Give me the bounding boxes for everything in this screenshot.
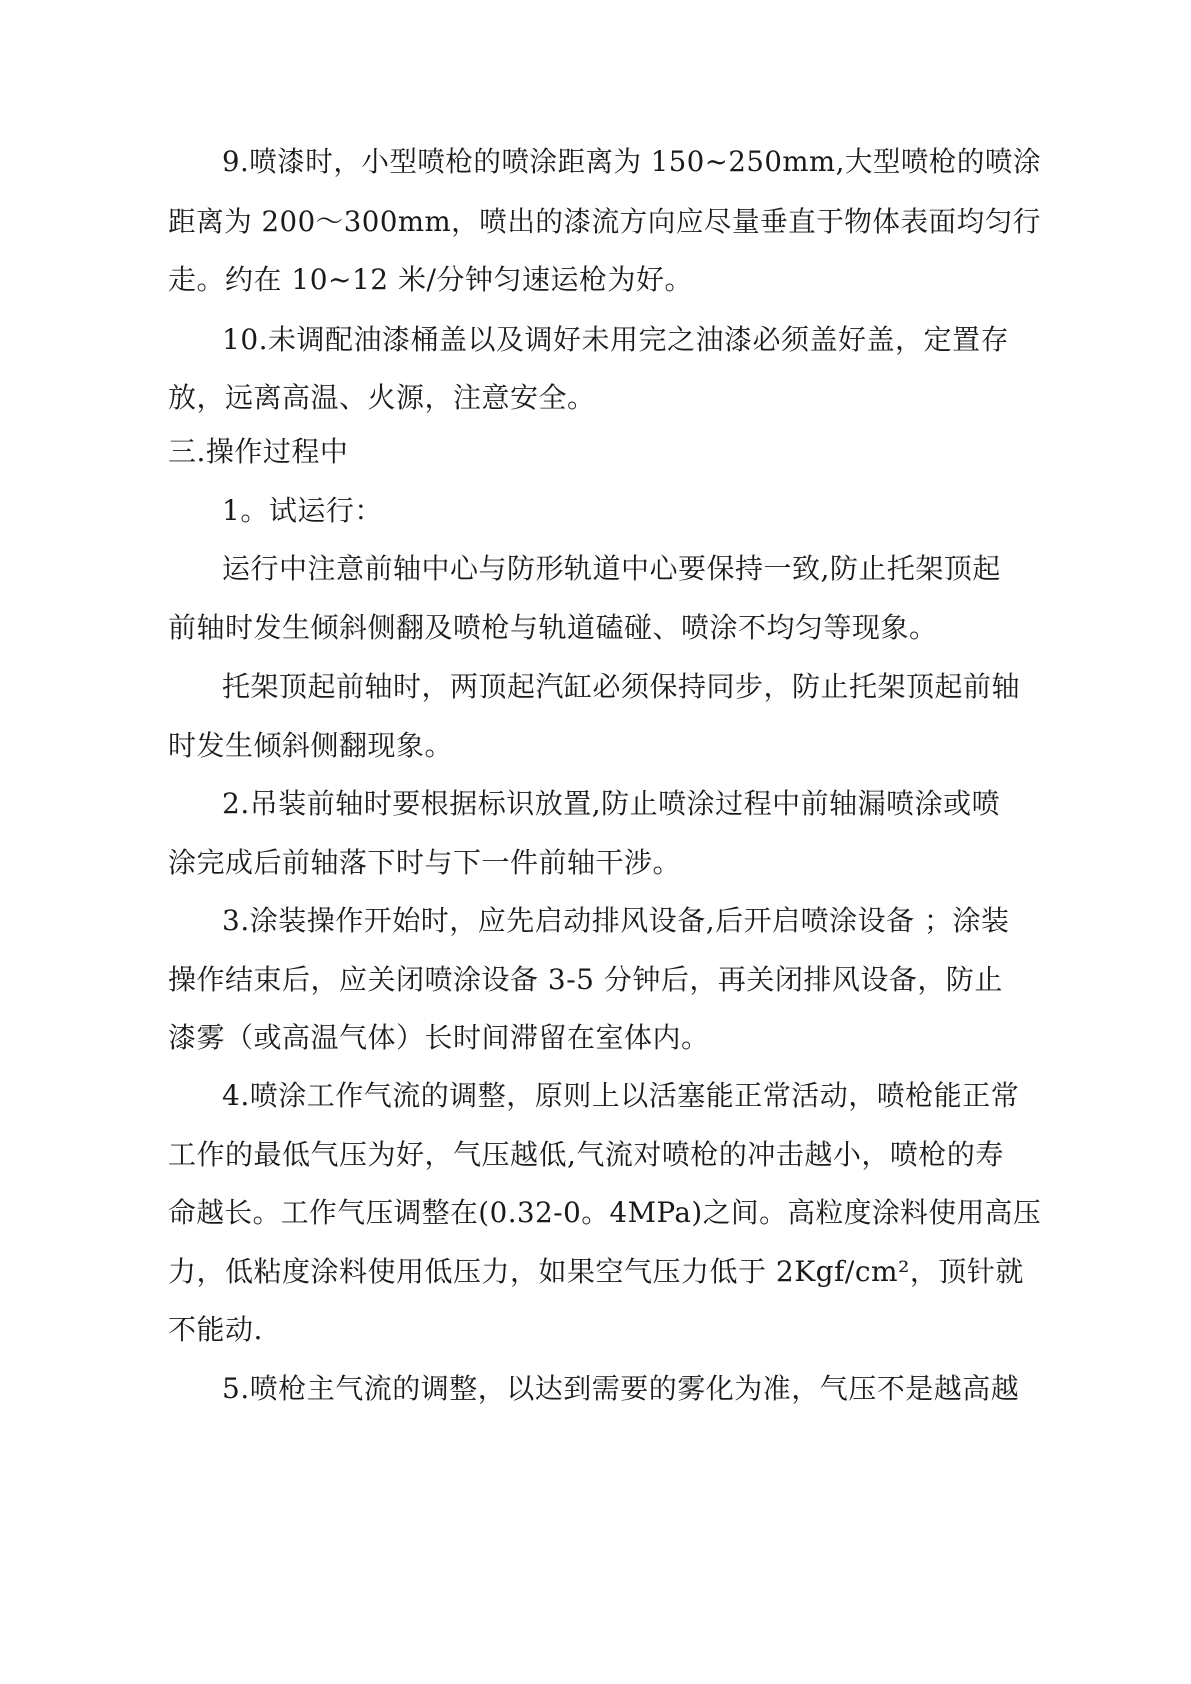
text-line: 涂完成后前轴落下时与下一件前轴干涉。 (168, 846, 682, 879)
section-heading: 三.操作过程中 (168, 435, 349, 468)
text-line: 3.涂装操作开始时，应先启动排风设备,后开启喷涂设备 ；涂装 (222, 904, 1010, 937)
text-line: 4.喷涂工作气流的调整，原则上以活塞能正常活动，喷枪能正常 (222, 1079, 1020, 1112)
text-line: 2.吊装前轴时要根据标识放置,防止喷涂过程中前轴漏喷涂或喷 (222, 787, 1001, 820)
text-line: 距离为 200～300mm，喷出的漆流方向应尽量垂直于物体表面均匀行 (168, 205, 1041, 238)
text-line: 走。约在 10~12 米/分钟匀速运枪为好。 (168, 263, 693, 296)
text-line: 不能动. (168, 1313, 263, 1346)
text-line: 放，远离高温、火源，注意安全。 (168, 381, 596, 414)
text-line: 漆雾（或高温气体）长时间滞留在室体内。 (168, 1021, 710, 1054)
text-line: 命越长。工作气压调整在(0.32-0。4MPa)之间。高粒度涂料使用高压 (168, 1196, 1042, 1229)
text-line: 工作的最低气压为好，气压越低,气流对喷枪的冲击越小，喷枪的寿 (168, 1138, 1004, 1171)
subsection-heading: 1。试运行： (222, 494, 383, 527)
text-line: 托架顶起前轴时，两顶起汽缸必须保持同步，防止托架顶起前轴 (222, 670, 1021, 703)
text-line: 力，低粘度涂料使用低压力，如果空气压力低于 2Kgf/cm²，顶针就 (168, 1255, 1024, 1288)
text-line: 9.喷漆时，小型喷枪的喷涂距离为 150~250mm,大型喷枪的喷涂 (222, 145, 1041, 178)
text-line: 前轴时发生倾斜侧翻及喷枪与轨道磕碰、喷涂不均匀等现象。 (168, 611, 938, 644)
text-line: 时发生倾斜侧翻现象。 (168, 729, 454, 762)
text-line: 操作结束后，应关闭喷涂设备 3-5 分钟后，再关闭排风设备，防止 (168, 963, 1003, 996)
text-line: 5.喷枪主气流的调整，以达到需要的雾化为准，气压不是越高越 (222, 1372, 1020, 1405)
text-line: 10.未调配油漆桶盖以及调好未用完之油漆必须盖好盖，定置存 (222, 323, 1010, 356)
text-line: 运行中注意前轴中心与防形轨道中心要保持一致,防止托架顶起 (222, 552, 1001, 585)
